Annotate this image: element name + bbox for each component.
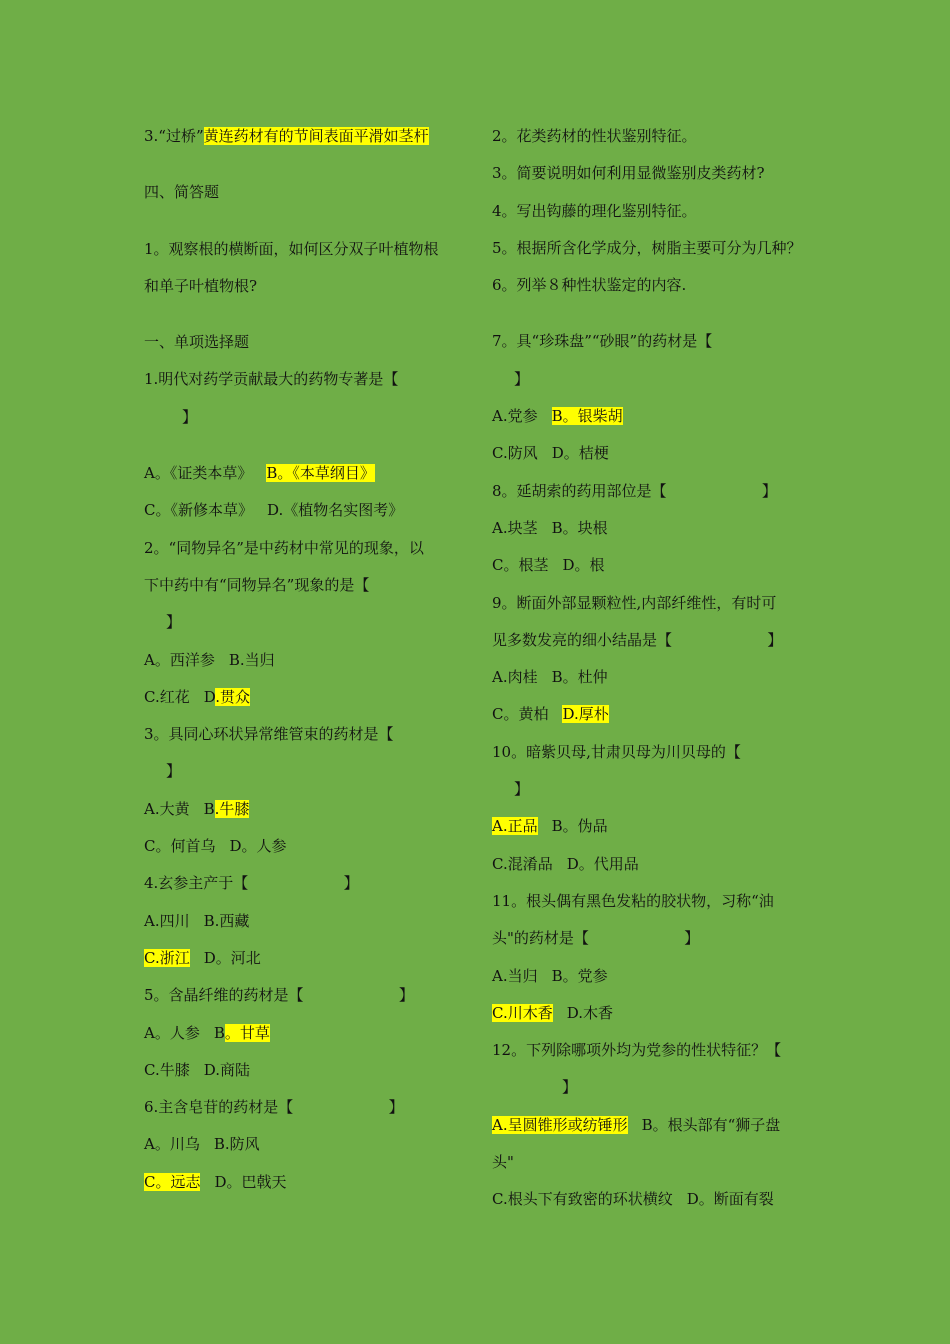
option-c: C。何首乌 (144, 837, 216, 856)
option-line (144, 455, 484, 492)
option-line (144, 940, 484, 977)
option-a-highlighted: A.呈圆锥形或纺锤形 (492, 1115, 628, 1134)
option-c: C.混淆品 (492, 854, 553, 873)
option-b: B。根头部有“狮子盘 (641, 1115, 781, 1134)
right-column (492, 118, 822, 1219)
option-c-highlighted: C。远志 (144, 1172, 201, 1191)
section-heading: 四、简答题 (144, 183, 220, 202)
option-d-highlighted: D.厚朴 (562, 705, 609, 724)
answer-bracket: 】 (182, 407, 198, 426)
option-a: A.党参 (492, 407, 538, 426)
option-d: D。河北 (203, 948, 261, 967)
question-line: 4。写出钩藤的理化鉴别特征。 (492, 201, 697, 220)
option-line: 头" (492, 1153, 514, 1172)
option-a: A。西洋参 (144, 650, 215, 669)
option-b: B。杜仲 (551, 668, 608, 687)
answer-bracket: 】 (166, 613, 182, 632)
option-d: D。巴戟天 (214, 1172, 287, 1191)
question-line: 2。“同物异名”是中药材中常见的现象，以 (144, 538, 424, 557)
option-b: B。块根 (551, 518, 608, 537)
question-line (144, 118, 484, 155)
question-line: 头"的药材是【 】 (492, 929, 700, 948)
option-line (144, 828, 484, 865)
option-a: A.当归 (492, 966, 538, 985)
option-b-letter: B (203, 799, 215, 818)
option-d: D。断面有裂 (686, 1190, 774, 1209)
option-line (492, 435, 822, 472)
option-a-highlighted: A.正品 (492, 817, 538, 836)
question-line: 9。断面外部显颗粒性,内部纤维性，有时可 (492, 593, 777, 612)
option-line (144, 642, 484, 679)
option-d: D。代用品 (566, 854, 639, 873)
option-b-highlighted: B。《本草纲目》 (266, 464, 375, 483)
section-heading: 一、单项选择题 (144, 333, 250, 352)
option-line (492, 398, 822, 435)
option-d: D.《植物名实图考》 (266, 501, 404, 520)
option-b: B。党参 (551, 966, 608, 985)
option-c: C.根头下有致密的环状横纹 (492, 1190, 673, 1209)
answer-bracket: 】 (514, 780, 530, 799)
option-b-highlighted: .牛膝 (214, 799, 250, 818)
option-a: A。《证类本草》 (144, 464, 253, 483)
question-line: 见多数发亮的细小结晶是【 】 (492, 630, 783, 649)
option-a: A.块茎 (492, 518, 538, 537)
option-line (492, 1181, 822, 1218)
highlighted-answer: 黄连药材有的节间表面平滑如茎杆 (203, 127, 429, 145)
answer-bracket: 】 (514, 369, 530, 388)
question-line: 7。具“珍珠盘”“砂眼”的药材是【 (492, 332, 713, 351)
option-d-highlighted: .贯众 (215, 687, 250, 706)
option-line (144, 679, 484, 716)
question-text: 3.“过桥” (144, 127, 204, 145)
option-a: A.大黄 (144, 799, 190, 818)
option-b: B。伪品 (551, 817, 608, 836)
option-line (144, 1052, 484, 1089)
option-b-letter: B (213, 1023, 225, 1042)
option-b-highlighted: 。甘草 (224, 1023, 270, 1042)
option-c: C。黄柏 (492, 705, 549, 724)
option-line (144, 791, 484, 828)
question-line: 6.主含皂苷的药材是【 】 (144, 1098, 404, 1117)
question-line: 10。暗紫贝母,甘肃贝母为川贝母的【 (492, 742, 741, 761)
option-line (144, 903, 484, 940)
option-line (492, 808, 822, 845)
option-c: C.红花 (144, 687, 190, 706)
answer-bracket: 】 (562, 1078, 578, 1097)
left-column (144, 118, 484, 1201)
option-line (492, 547, 822, 584)
option-d: D。人参 (229, 837, 287, 856)
option-d-letter: D (203, 687, 216, 706)
question-line: 1。观察根的横断面，如何区分双子叶植物根 (144, 239, 439, 258)
question-line: 3。简要说明如何利用显微鉴别皮类药材? (492, 164, 765, 183)
option-line (492, 659, 822, 696)
option-d: D。桔梗 (551, 444, 609, 463)
option-line (144, 492, 484, 529)
option-line (492, 1107, 822, 1144)
option-b: B.当归 (228, 650, 275, 669)
option-a: A。川乌 (144, 1135, 200, 1154)
option-a: A.肉桂 (492, 668, 538, 687)
question-line: 3。具同心环状异常维管束的药材是【 (144, 725, 394, 744)
option-a: A.四川 (144, 911, 190, 930)
option-d: D.商陆 (203, 1060, 250, 1079)
question-line: 6。列举８种性状鉴定的内容. (492, 276, 687, 295)
answer-bracket: 】 (166, 762, 182, 781)
option-b-highlighted: B。银柴胡 (551, 407, 623, 426)
question-line: 8。延胡索的药用部位是【 】 (492, 481, 777, 500)
option-line (492, 696, 822, 733)
option-line (492, 846, 822, 883)
question-line: 12。下列除哪项外均为党参的性状特征？【 (492, 1041, 782, 1060)
option-line (492, 958, 822, 995)
question-line: 4.玄参主产于【 】 (144, 874, 359, 893)
question-line: 1.明代对药学贡献最大的药物专著是【 (144, 370, 399, 389)
option-line (144, 1126, 484, 1163)
option-line (492, 510, 822, 547)
question-line: 2。花类药材的性状鉴别特征。 (492, 127, 697, 145)
option-c: C。《新修本草》 (144, 501, 253, 520)
question-line: 5。含晶纤维的药材是【 】 (144, 986, 414, 1005)
option-c: C.牛膝 (144, 1060, 190, 1079)
question-line: 和单子叶植物根? (144, 276, 258, 295)
question-line: 5。根据所含化学成分，树脂主要可分为几种？ (492, 238, 802, 257)
option-a: A。人参 (144, 1023, 200, 1042)
option-b: B.防风 (213, 1135, 260, 1154)
option-c: C。根茎 (492, 556, 549, 575)
option-c-highlighted: C.浙江 (144, 948, 190, 967)
option-c-highlighted: C.川木香 (492, 1003, 553, 1022)
question-line: 11。根头偶有黑色发粘的胶状物，习称“油 (492, 891, 774, 910)
option-d: D.木香 (566, 1003, 613, 1022)
option-line (492, 995, 822, 1032)
option-b: B.西藏 (203, 911, 250, 930)
option-d: D。根 (562, 556, 605, 575)
option-c: C.防风 (492, 444, 538, 463)
option-line (144, 1164, 484, 1201)
option-line (144, 1015, 484, 1052)
question-line: 下中药中有“同物异名”现象的是【 (144, 575, 370, 594)
